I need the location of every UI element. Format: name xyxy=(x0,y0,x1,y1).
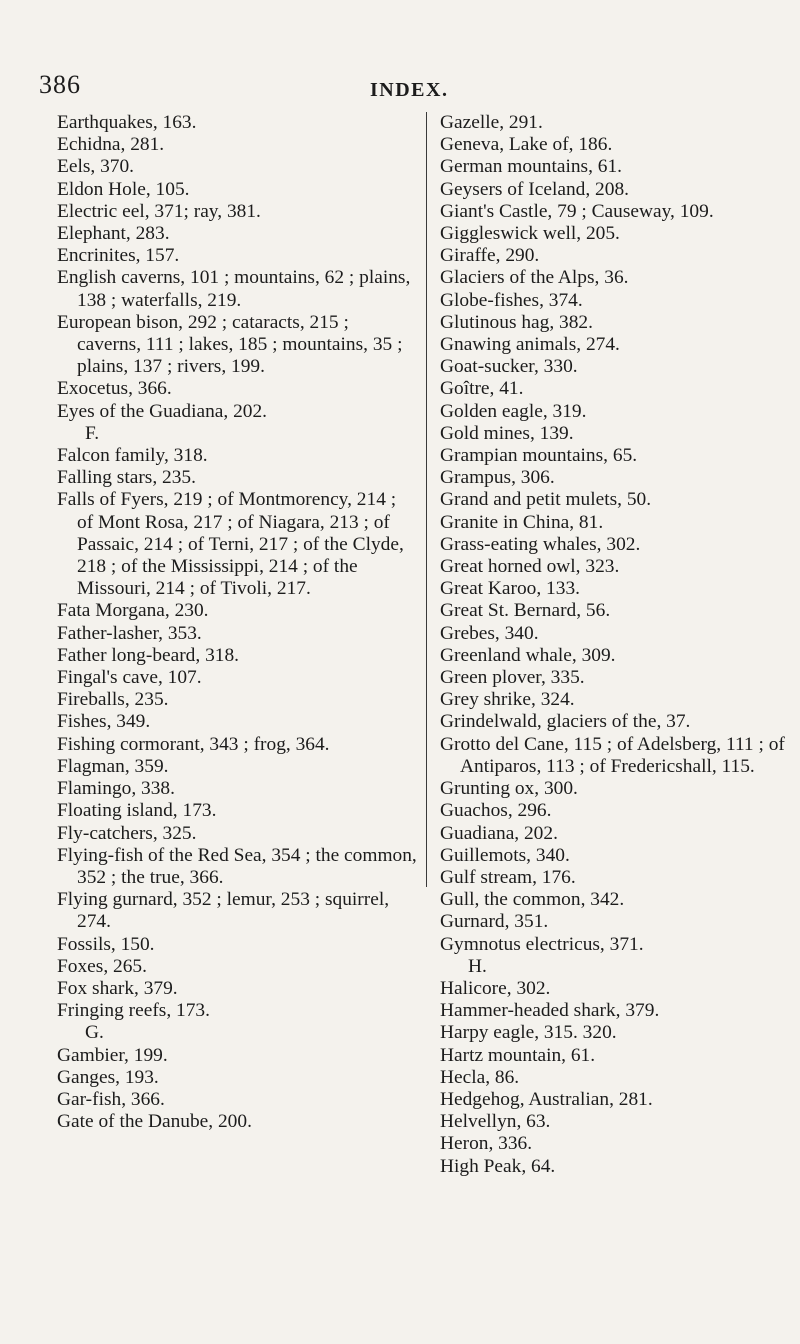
index-entry: Hartz mountain, 61. xyxy=(440,1044,596,1066)
column-divider xyxy=(426,112,427,887)
index-entry: Gull, the common, 342. xyxy=(440,889,625,911)
index-entry: Geneva, Lake of, 186. xyxy=(440,134,613,156)
page-number: 386 xyxy=(39,70,81,99)
index-entry: Giggleswick well, 205. xyxy=(440,223,620,245)
index-entry: Flying gurnard, 352 ; lemur, 253 ; squirrel, 274. xyxy=(57,889,390,933)
index-entry: Guillemots, 340. xyxy=(440,844,570,866)
index-entry: Great horned owl, 323. xyxy=(440,556,620,578)
index-entry: Eyes of the Guadiana, 202. xyxy=(57,400,268,422)
index-entry: Grampus, 306. xyxy=(440,467,555,489)
index-entry: Electric eel, 371; ray, 381. xyxy=(57,200,261,222)
index-entry: Falcon family, 318. xyxy=(57,445,208,467)
index-entry: Great St. Bernard, 56. xyxy=(440,600,611,622)
index-entry: Globe-fishes, 374. xyxy=(440,289,583,311)
index-entry: Harpy eagle, 315. 320. xyxy=(440,1022,617,1044)
index-entry: Gate of the Danube, 200. xyxy=(57,1111,252,1133)
index-entry: Hedgehog, Australian, 281. xyxy=(440,1088,653,1110)
index-entry: Earthquakes, 163. xyxy=(57,112,197,133)
index-entry: Goître, 41. xyxy=(440,378,524,400)
index-entry: Geysers of Iceland, 208. xyxy=(440,178,629,200)
index-entry: Granite in China, 81. xyxy=(440,511,604,533)
index-entry: Guachos, 296. xyxy=(440,800,552,822)
index-entry: Grey shrike, 324. xyxy=(440,689,575,711)
index-entry: Gurnard, 351. xyxy=(440,911,549,933)
index-entry: Golden eagle, 319. xyxy=(440,400,587,422)
index-entry: Grunting ox, 300. xyxy=(440,778,578,800)
index-entry: Falls of Fyers, 219 ; of Montmorency, 214 ; of Mont Rosa, 217 ; of Niagara, 213 ; of Passaic, 214 ; of Terni, 217 ; of the Clyde, 218 ; of the Mississippi, 214 ; of the Missouri, 214 ; of Tivoli, 217. xyxy=(57,489,404,600)
index-entry: Grotto del Cane, 115 ; of Adelsberg, 111 ; of Antiparos, 113 ; of Fredericshall, 115. xyxy=(440,733,785,777)
index-entry: Greenland whale, 309. xyxy=(440,644,616,666)
index-entry: Exocetus, 366. xyxy=(57,378,172,400)
index-entry: Grampian mountains, 65. xyxy=(440,445,638,467)
index-entry: Eldon Hole, 105. xyxy=(57,178,190,200)
index-entry: Ganges, 193. xyxy=(57,1066,159,1088)
index-entry: Fishes, 349. xyxy=(57,711,151,733)
index-entry: Gnawing animals, 274. xyxy=(440,334,620,356)
index-entry: Great Karoo, 133. xyxy=(440,578,580,600)
index-entry: Grindelwald, glaciers of the, 37. xyxy=(440,711,691,733)
index-entry: Echidna, 281. xyxy=(57,134,165,156)
index-entry: Fireballs, 235. xyxy=(57,689,169,711)
index-entry: Hammer-headed shark, 379. xyxy=(440,1000,660,1022)
index-entry: Grass-eating whales, 302. xyxy=(440,533,641,555)
section-letter-heading: F. xyxy=(85,422,100,444)
index-entry: Encrinites, 157. xyxy=(57,245,180,267)
index-entry: Fly-catchers, 325. xyxy=(57,822,197,844)
index-entry: Goat-sucker, 330. xyxy=(440,356,578,378)
index-entry: Fingal's cave, 107. xyxy=(57,667,202,689)
index-entry: Heron, 336. xyxy=(440,1133,533,1155)
index-entry: Fringing reefs, 173. xyxy=(57,1000,210,1022)
index-entry: Guadiana, 202. xyxy=(440,822,558,844)
index-entry: European bison, 292 ; cataracts, 215 ; caverns, 111 ; lakes, 185 ; mountains, 35 ; plains, 137 ; rivers, 199. xyxy=(57,311,403,378)
index-entry: Eels, 370. xyxy=(57,156,135,178)
index-entry: Grand and petit mulets, 50. xyxy=(440,489,652,511)
index-entry: Floating island, 173. xyxy=(57,800,217,822)
index-entry: English caverns, 101 ; mountains, 62 ; plains, 138 ; waterfalls, 219. xyxy=(57,267,411,311)
index-entry: Gar-fish, 366. xyxy=(57,1088,165,1110)
index-entry: Fossils, 150. xyxy=(57,933,155,955)
index-entry: Hecla, 86. xyxy=(440,1066,520,1088)
index-entry: High Peak, 64. xyxy=(440,1155,556,1177)
index-entry: Falling stars, 235. xyxy=(57,467,196,489)
index-entry: Flamingo, 338. xyxy=(57,778,175,800)
index-entry: Grebes, 340. xyxy=(440,622,539,644)
index-column-left xyxy=(57,112,417,1133)
index-entry: Fishing cormorant, 343 ; frog, 364. xyxy=(57,733,330,755)
index-entry: Glutinous hag, 382. xyxy=(440,311,593,333)
index-entry: Fox shark, 379. xyxy=(57,977,178,999)
section-letter-heading: H. xyxy=(468,955,487,977)
index-entry: Fata Morgana, 230. xyxy=(57,600,209,622)
index-entry: Gulf stream, 176. xyxy=(440,866,576,888)
index-entry: Halicore, 302. xyxy=(440,977,551,999)
index-column-right xyxy=(440,112,792,1178)
index-entry: Father long-beard, 318. xyxy=(57,644,240,666)
index-entry: Flying-fish of the Red Sea, 354 ; the common, 352 ; the true, 366. xyxy=(57,844,417,888)
index-entry: Helvellyn, 63. xyxy=(440,1111,551,1133)
index-entry: Elephant, 283. xyxy=(57,223,170,245)
index-entry: Giant's Castle, 79 ; Causeway, 109. xyxy=(440,200,714,222)
index-entry: Foxes, 265. xyxy=(57,955,147,977)
index-entry: German mountains, 61. xyxy=(440,156,623,178)
running-head-title: INDEX. xyxy=(370,79,449,101)
index-entry: Gazelle, 291. xyxy=(440,112,543,133)
index-entry: Giraffe, 290. xyxy=(440,245,540,267)
index-entry: Gambier, 199. xyxy=(57,1044,168,1066)
index-entry: Glaciers of the Alps, 36. xyxy=(440,267,629,289)
section-letter-heading: G. xyxy=(85,1022,104,1044)
index-entry: Green plover, 335. xyxy=(440,667,585,689)
index-entry: Gold mines, 139. xyxy=(440,422,574,444)
index-entry: Flagman, 359. xyxy=(57,755,169,777)
index-entry: Father-lasher, 353. xyxy=(57,622,202,644)
index-entry: Gymnotus electricus, 371. xyxy=(440,933,644,955)
